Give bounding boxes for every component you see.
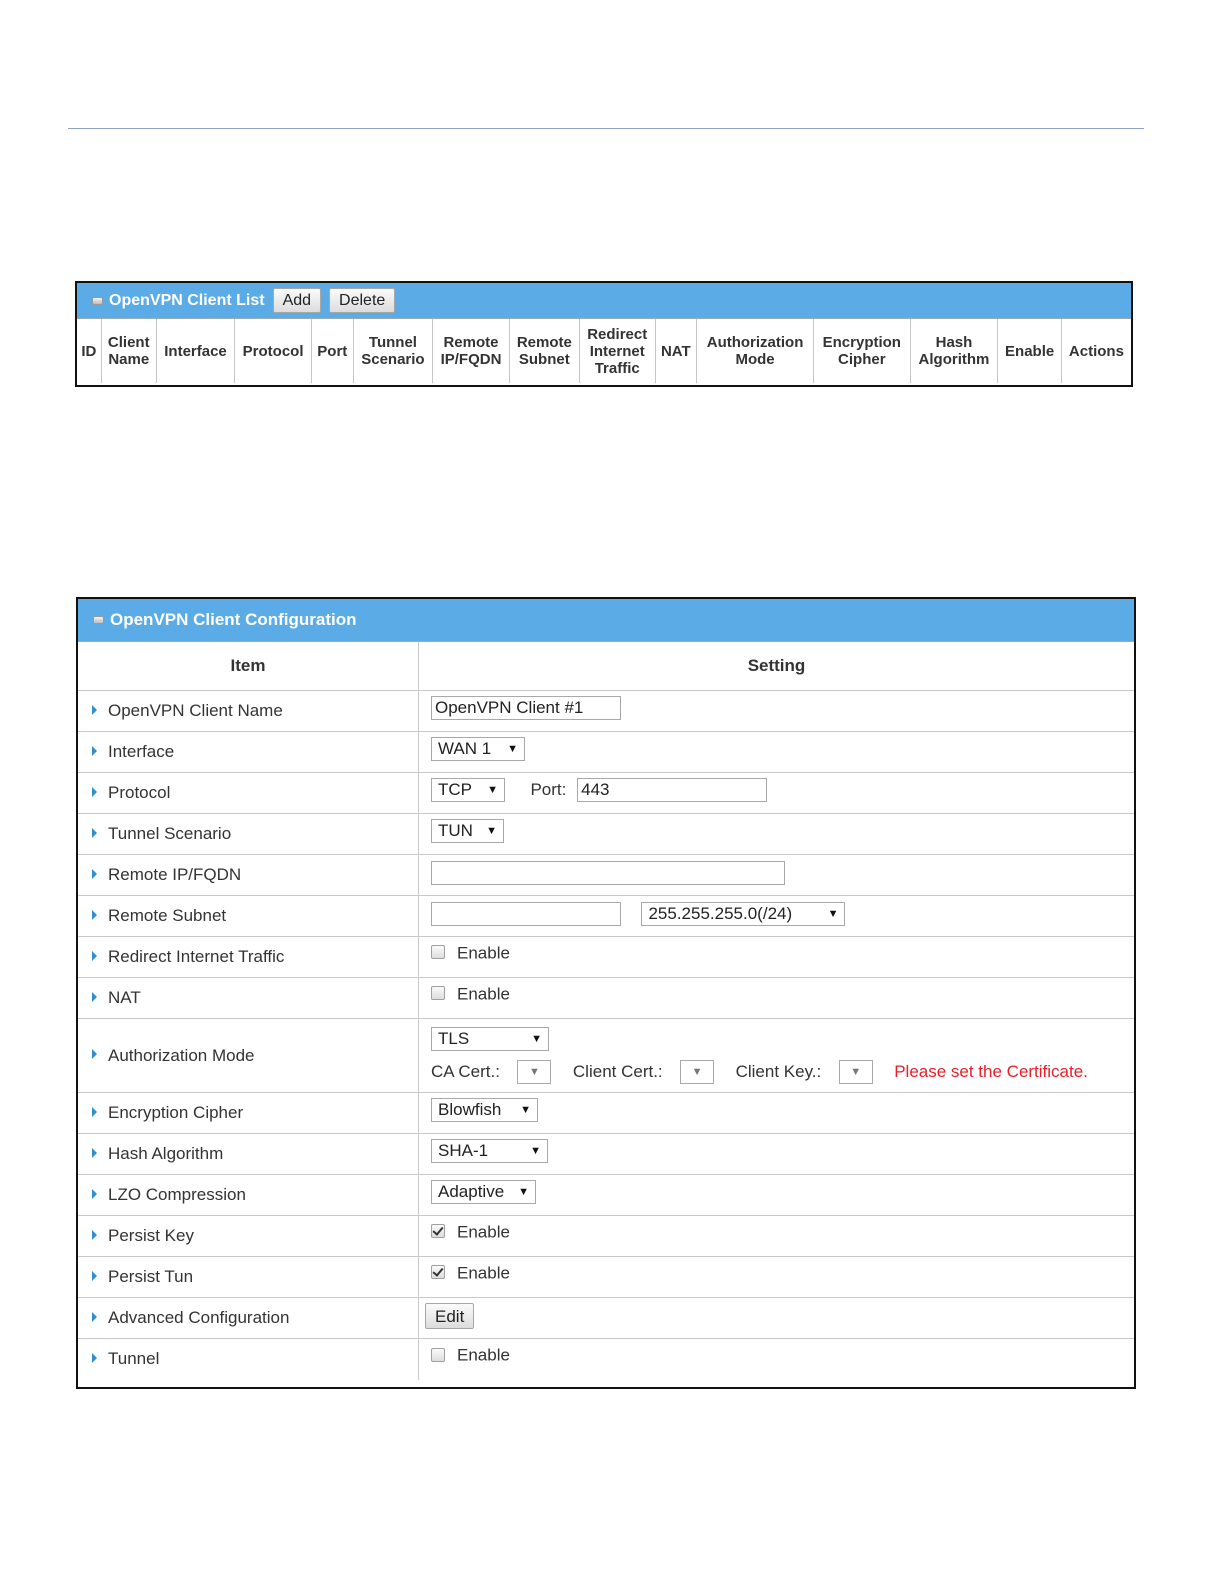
hash-label: Hash Algorithm (108, 1144, 224, 1163)
advanced-label: Advanced Configuration (108, 1308, 290, 1327)
column-header-text: Actions (1068, 342, 1124, 360)
add-button[interactable]: Add (273, 288, 321, 313)
chevron-down-icon: ▼ (850, 1066, 862, 1078)
row-advanced (78, 1298, 1134, 1339)
nat-enable-label: Enable (457, 984, 510, 1004)
ca-cert-label: CA Cert.: (431, 1062, 500, 1081)
chevron-down-icon: ▼ (530, 1145, 541, 1157)
row-lzo (78, 1175, 1134, 1216)
subnet-mask-value: 255.255.255.0(/24) (648, 904, 793, 923)
tunnel-scenario-select[interactable] (431, 819, 504, 843)
tunnel-checkbox[interactable] (431, 1348, 445, 1362)
column-header-text: NAT (660, 342, 691, 360)
row-remote-subnet (78, 896, 1134, 937)
row-persist-key (78, 1216, 1134, 1257)
protocol-select[interactable] (431, 778, 505, 802)
column-header-text: Name (108, 351, 150, 368)
interface-value: WAN 1 (438, 739, 492, 758)
row-cipher (78, 1093, 1134, 1134)
column-header-text: Tunnel (368, 334, 417, 351)
item-column-header: Item (78, 642, 419, 691)
column-header-text: Remote (516, 334, 572, 351)
column-header (655, 319, 696, 383)
row-arrow-icon (92, 869, 97, 879)
client-name-label: OpenVPN Client Name (108, 701, 283, 720)
client-list-header-row (77, 319, 1131, 383)
client-config-title: OpenVPN Client Configuration (110, 610, 357, 629)
row-interface (78, 732, 1134, 773)
chevron-down-icon: ▼ (518, 1186, 529, 1198)
column-header-text: Traffic (594, 359, 640, 377)
column-header (697, 319, 814, 383)
row-arrow-icon (92, 1271, 97, 1281)
column-header-text: Mode (735, 351, 775, 368)
client-name-input[interactable] (431, 696, 621, 720)
column-header (311, 319, 353, 383)
persist-key-label: Persist Key (108, 1226, 194, 1245)
row-client-name (78, 691, 1134, 732)
row-tunnel (78, 1339, 1134, 1380)
row-hash (78, 1134, 1134, 1175)
chevron-down-icon: ▼ (528, 1066, 540, 1078)
nat-checkbox[interactable] (431, 986, 445, 1000)
column-header-text: Redirect (587, 325, 648, 343)
cipher-value: Blowfish (438, 1100, 502, 1119)
protocol-label: Protocol (108, 783, 171, 802)
top-divider (68, 128, 1144, 129)
row-arrow-icon (92, 828, 97, 838)
auth-mode-label: Authorization Mode (108, 1045, 255, 1065)
tunnel-scenario-value: TUN (438, 821, 473, 840)
redirect-enable-label: Enable (457, 943, 510, 963)
row-arrow-icon (92, 992, 97, 1002)
column-header-text: Encryption (822, 334, 901, 351)
column-header-text: Internet (589, 342, 645, 360)
remote-subnet-label: Remote Subnet (108, 906, 227, 925)
nat-label: NAT (108, 988, 141, 1007)
row-arrow-icon (92, 1189, 97, 1199)
column-header-text: Cipher (838, 351, 886, 368)
column-header (353, 319, 432, 383)
chevron-down-icon: ▼ (531, 1033, 542, 1045)
remote-ip-label: Remote IP/FQDN (108, 865, 242, 884)
tunnel-enable-label: Enable (457, 1345, 510, 1365)
row-tunnel-scenario (78, 814, 1134, 855)
persist-tun-label: Persist Tun (108, 1267, 194, 1286)
panel-icon (93, 616, 104, 624)
lzo-value: Adaptive (438, 1182, 505, 1201)
lzo-select[interactable] (431, 1180, 536, 1204)
tunnel-label: Tunnel (108, 1349, 160, 1369)
column-header (1061, 319, 1131, 383)
row-arrow-icon (92, 1107, 97, 1117)
client-config-panel (76, 597, 1136, 1389)
tunnel-scenario-label: Tunnel Scenario (108, 824, 232, 843)
client-list-header (77, 283, 1131, 319)
interface-select[interactable] (431, 737, 525, 761)
chevron-down-icon: ▼ (827, 908, 839, 920)
lzo-label: LZO Compression (108, 1185, 246, 1204)
ca-cert-select[interactable] (517, 1060, 551, 1084)
certificate-warning: Please set the Certificate. (894, 1062, 1088, 1081)
row-arrow-icon (92, 910, 97, 920)
column-header-text: ID (81, 342, 97, 360)
client-key-select[interactable] (839, 1060, 873, 1084)
column-header (101, 319, 156, 383)
client-list-panel (75, 281, 1133, 387)
setting-column-header: Setting (419, 642, 1135, 691)
column-header (814, 319, 910, 383)
row-arrow-icon (92, 1353, 97, 1363)
row-nat (78, 978, 1134, 1019)
row-arrow-icon (92, 746, 97, 756)
chevron-down-icon: ▼ (487, 784, 498, 796)
persist-key-checkbox[interactable] (431, 1224, 445, 1238)
row-auth-mode (78, 1019, 1134, 1093)
persist-tun-enable-label: Enable (457, 1263, 510, 1283)
column-header-text: Subnet (518, 351, 570, 368)
row-remote-ip (78, 855, 1134, 896)
row-arrow-icon (92, 1049, 97, 1059)
column-header (910, 319, 998, 383)
client-list-title: OpenVPN Client List (109, 291, 265, 309)
chevron-down-icon: ▼ (520, 1104, 531, 1116)
row-arrow-icon (92, 705, 97, 715)
chevron-down-icon: ▼ (486, 825, 497, 837)
client-key-label: Client Key.: (735, 1062, 822, 1081)
protocol-value: TCP (438, 780, 472, 799)
chevron-down-icon: ▼ (507, 743, 518, 755)
row-arrow-icon (92, 787, 97, 797)
row-redirect (78, 937, 1134, 978)
edit-advanced-button[interactable]: Edit (425, 1303, 474, 1329)
redirect-checkbox[interactable] (431, 945, 445, 959)
row-arrow-icon (92, 1230, 97, 1240)
column-header (433, 319, 510, 383)
column-header (156, 319, 235, 383)
row-protocol (78, 773, 1134, 814)
row-persist-tun (78, 1257, 1134, 1298)
persist-key-enable-label: Enable (457, 1222, 510, 1242)
auth-mode-value: TLS (438, 1029, 470, 1048)
row-arrow-icon (92, 1148, 97, 1158)
column-header-text: Authorization (706, 334, 804, 351)
delete-button[interactable]: Delete (329, 288, 395, 313)
column-header-text: Algorithm (918, 351, 990, 368)
cipher-label: Encryption Cipher (108, 1103, 244, 1122)
column-header (235, 319, 312, 383)
panel-icon (92, 297, 103, 305)
config-header-row (78, 642, 1134, 691)
remote-ip-input[interactable] (431, 861, 785, 885)
column-header (77, 319, 101, 383)
column-header-text: Enable (1005, 342, 1055, 360)
column-header-text: Protocol (242, 342, 304, 360)
hash-select[interactable] (431, 1139, 548, 1163)
column-header (579, 319, 655, 383)
column-header (998, 319, 1061, 383)
column-header-text: Client (107, 334, 150, 351)
column-header-text: Scenario (361, 351, 425, 368)
column-header-text: Remote (443, 334, 499, 351)
subnet-mask-select[interactable] (641, 902, 845, 926)
column-header-text: Hash (935, 334, 973, 351)
column-header-text: Port (317, 342, 348, 360)
column-header-text: Interface (164, 342, 227, 360)
column-header-text: IP/FQDN (440, 351, 502, 368)
auth-mode-select[interactable] (431, 1027, 549, 1051)
client-cert-label: Client Cert.: (572, 1062, 663, 1081)
client-config-header (78, 599, 1134, 642)
column-header (509, 319, 579, 383)
chevron-down-icon: ▼ (691, 1066, 703, 1078)
port-label: Port: (530, 780, 567, 799)
hash-value: SHA-1 (438, 1141, 489, 1160)
redirect-label: Redirect Internet Traffic (108, 947, 285, 966)
client-config-table (78, 642, 1134, 1380)
client-cert-select[interactable] (680, 1060, 714, 1084)
interface-label: Interface (108, 742, 175, 761)
client-list-table (77, 319, 1131, 383)
remote-subnet-input[interactable] (431, 902, 621, 926)
row-arrow-icon (92, 951, 97, 961)
persist-tun-checkbox[interactable] (431, 1265, 445, 1279)
cipher-select[interactable] (431, 1098, 538, 1122)
port-input[interactable] (577, 778, 767, 802)
row-arrow-icon (92, 1312, 97, 1322)
